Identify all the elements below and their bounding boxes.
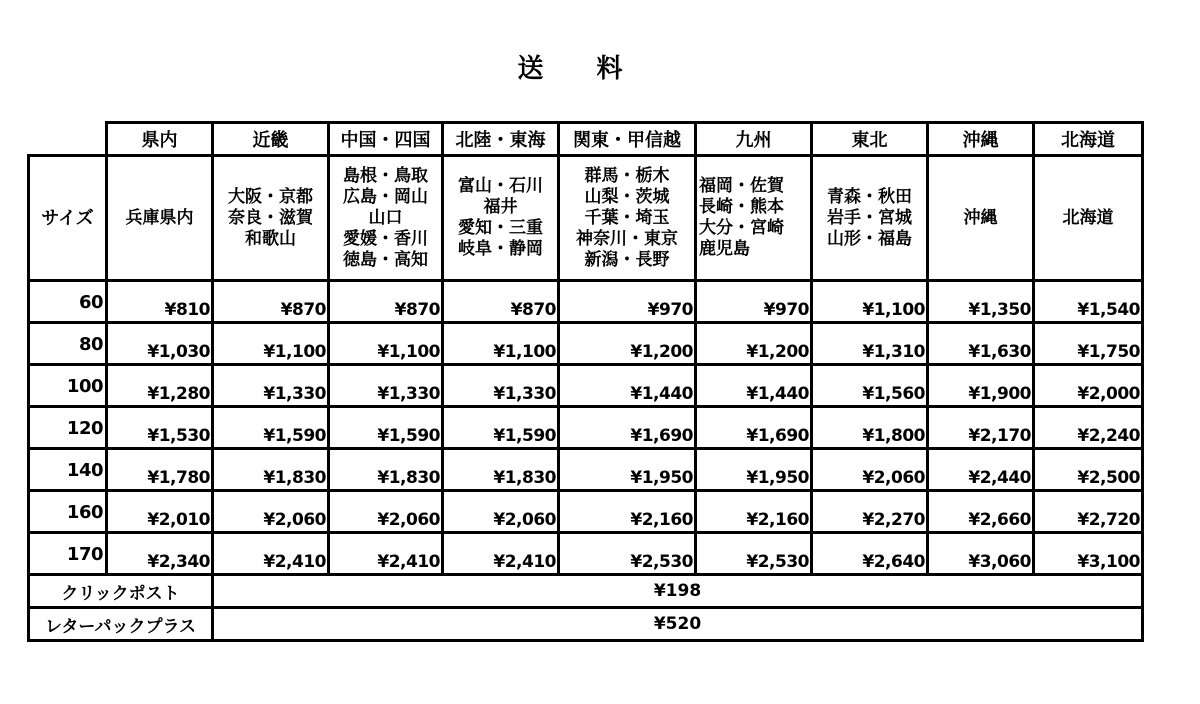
price-cell: ¥1,350 <box>928 281 1034 323</box>
size-cell: 80 <box>29 323 107 365</box>
prefecture-line: 青森・秋田 <box>827 186 912 207</box>
price-cell: ¥970 <box>696 281 812 323</box>
price-cell: ¥1,590 <box>329 407 443 449</box>
size-cell: 60 <box>29 281 107 323</box>
prefecture-line: 愛知・三重 <box>458 218 543 238</box>
prefecture-line: 山梨・茨城 <box>584 186 670 207</box>
price-cell: ¥2,410 <box>329 533 443 575</box>
price-cell: ¥1,630 <box>928 323 1034 365</box>
size-cell: 170 <box>29 533 107 575</box>
price-cell: ¥1,950 <box>696 449 812 491</box>
price-cell: ¥1,330 <box>213 365 329 407</box>
prefecture-line: 山口 <box>368 207 403 228</box>
region-header-row <box>29 123 1143 156</box>
price-cell: ¥870 <box>213 281 329 323</box>
price-cell: ¥1,310 <box>812 323 928 365</box>
price-cell: ¥1,030 <box>107 323 213 365</box>
prefecture-line: 岐阜・静岡 <box>458 239 543 259</box>
prefecture-line: 神奈川・東京 <box>576 228 678 249</box>
price-cell: ¥2,160 <box>696 491 812 533</box>
prefecture-line: 長崎・熊本 <box>699 197 784 217</box>
table-row <box>29 323 1143 365</box>
service-price: ¥198 <box>213 575 1143 608</box>
prefecture-line: 鹿児島 <box>699 239 750 259</box>
region-header: 関東・甲信越 <box>559 123 696 156</box>
size-cell: 100 <box>29 365 107 407</box>
price-cell: ¥2,270 <box>812 491 928 533</box>
table-row <box>29 491 1143 533</box>
price-cell: ¥1,800 <box>812 407 928 449</box>
price-cell: ¥2,640 <box>812 533 928 575</box>
size-cell: 120 <box>29 407 107 449</box>
price-cell: ¥970 <box>559 281 696 323</box>
price-cell: ¥2,660 <box>928 491 1034 533</box>
price-cell: ¥1,100 <box>443 323 559 365</box>
price-cell: ¥1,950 <box>559 449 696 491</box>
prefecture-line: 岩手・宮城 <box>827 207 912 228</box>
price-cell: ¥1,100 <box>213 323 329 365</box>
prefecture-line: 福井 <box>483 197 518 217</box>
price-cell: ¥1,900 <box>928 365 1034 407</box>
prefecture-line: 新潟・長野 <box>584 249 670 270</box>
price-cell: ¥2,240 <box>1034 407 1143 449</box>
prefecture-line: 沖縄 <box>963 207 998 228</box>
prefecture-line: 徳島・高知 <box>343 249 428 270</box>
price-cell: ¥2,720 <box>1034 491 1143 533</box>
region-prefectures <box>443 156 559 281</box>
service-row <box>29 575 1143 608</box>
prefecture-line: 大阪・京都 <box>228 186 313 207</box>
price-cell: ¥1,830 <box>329 449 443 491</box>
price-cell: ¥870 <box>443 281 559 323</box>
price-cell: ¥2,170 <box>928 407 1034 449</box>
region-header: 沖縄 <box>928 123 1034 156</box>
region-prefectures <box>812 156 928 281</box>
size-header: サイズ <box>29 156 107 281</box>
region-header: 九州 <box>696 123 812 156</box>
price-cell: ¥1,100 <box>812 281 928 323</box>
size-cell: 140 <box>29 449 107 491</box>
price-cell: ¥1,590 <box>443 407 559 449</box>
prefecture-line: 北海道 <box>1062 207 1114 228</box>
price-cell: ¥1,690 <box>559 407 696 449</box>
price-cell: ¥1,200 <box>559 323 696 365</box>
prefecture-line: 島根・鳥取 <box>343 165 428 186</box>
page-title: 送 料 <box>517 54 645 84</box>
prefecture-row <box>29 156 1143 281</box>
price-cell: ¥3,100 <box>1034 533 1143 575</box>
price-cell: ¥1,590 <box>213 407 329 449</box>
shipping-fee-table <box>27 121 1144 642</box>
price-cell: ¥1,440 <box>559 365 696 407</box>
region-prefectures <box>928 156 1034 281</box>
price-cell: ¥810 <box>107 281 213 323</box>
price-cell: ¥2,160 <box>559 491 696 533</box>
service-name: レターパックプラス <box>29 608 213 641</box>
service-price: ¥520 <box>213 608 1143 641</box>
price-cell: ¥2,060 <box>329 491 443 533</box>
corner-cell <box>29 123 107 156</box>
price-cell: ¥1,690 <box>696 407 812 449</box>
prefecture-line: 福岡・佐賀 <box>699 176 784 196</box>
region-header: 中国・四国 <box>329 123 443 156</box>
prefecture-line: 広島・岡山 <box>343 186 428 207</box>
price-cell: ¥2,410 <box>213 533 329 575</box>
price-cell: ¥2,530 <box>559 533 696 575</box>
price-cell: ¥2,060 <box>213 491 329 533</box>
price-cell: ¥2,010 <box>107 491 213 533</box>
price-cell: ¥1,280 <box>107 365 213 407</box>
price-cell: ¥1,330 <box>443 365 559 407</box>
price-cell: ¥3,060 <box>928 533 1034 575</box>
region-header: 北海道 <box>1034 123 1143 156</box>
size-cell: 160 <box>29 491 107 533</box>
price-cell: ¥1,830 <box>213 449 329 491</box>
prefecture-line: 山形・福島 <box>827 228 912 249</box>
price-cell: ¥870 <box>329 281 443 323</box>
region-header: 県内 <box>107 123 213 156</box>
prefecture-line: 富山・石川 <box>458 176 543 196</box>
region-prefectures <box>696 156 812 281</box>
prefecture-line: 愛媛・香川 <box>343 228 428 249</box>
region-prefectures <box>329 156 443 281</box>
price-cell: ¥2,000 <box>1034 365 1143 407</box>
table-row <box>29 533 1143 575</box>
price-cell: ¥2,530 <box>696 533 812 575</box>
region-header: 東北 <box>812 123 928 156</box>
region-header: 北陸・東海 <box>443 123 559 156</box>
table-row <box>29 407 1143 449</box>
service-row <box>29 608 1143 641</box>
region-prefectures <box>559 156 696 281</box>
price-cell: ¥2,410 <box>443 533 559 575</box>
price-cell: ¥2,060 <box>443 491 559 533</box>
price-cell: ¥2,340 <box>107 533 213 575</box>
service-name: クリックポスト <box>29 575 213 608</box>
prefecture-line: 奈良・滋賀 <box>228 207 313 228</box>
price-cell: ¥1,530 <box>107 407 213 449</box>
table-row <box>29 365 1143 407</box>
price-cell: ¥1,540 <box>1034 281 1143 323</box>
price-cell: ¥1,330 <box>329 365 443 407</box>
price-cell: ¥1,440 <box>696 365 812 407</box>
price-cell: ¥2,500 <box>1034 449 1143 491</box>
price-cell: ¥2,060 <box>812 449 928 491</box>
price-cell: ¥1,780 <box>107 449 213 491</box>
prefecture-line: 和歌山 <box>245 228 296 249</box>
table-row <box>29 281 1143 323</box>
region-prefectures <box>1034 156 1143 281</box>
region-prefectures <box>107 156 213 281</box>
prefecture-line: 大分・宮崎 <box>699 218 784 238</box>
price-cell: ¥1,100 <box>329 323 443 365</box>
prefecture-line: 群馬・栃木 <box>584 165 670 186</box>
prefecture-line: 兵庫県内 <box>125 207 194 228</box>
price-cell: ¥1,830 <box>443 449 559 491</box>
region-prefectures <box>213 156 329 281</box>
region-header: 近畿 <box>213 123 329 156</box>
table-row <box>29 449 1143 491</box>
price-cell: ¥1,200 <box>696 323 812 365</box>
prefecture-line: 千葉・埼玉 <box>584 207 670 228</box>
price-cell: ¥2,440 <box>928 449 1034 491</box>
price-cell: ¥1,750 <box>1034 323 1143 365</box>
price-cell: ¥1,560 <box>812 365 928 407</box>
